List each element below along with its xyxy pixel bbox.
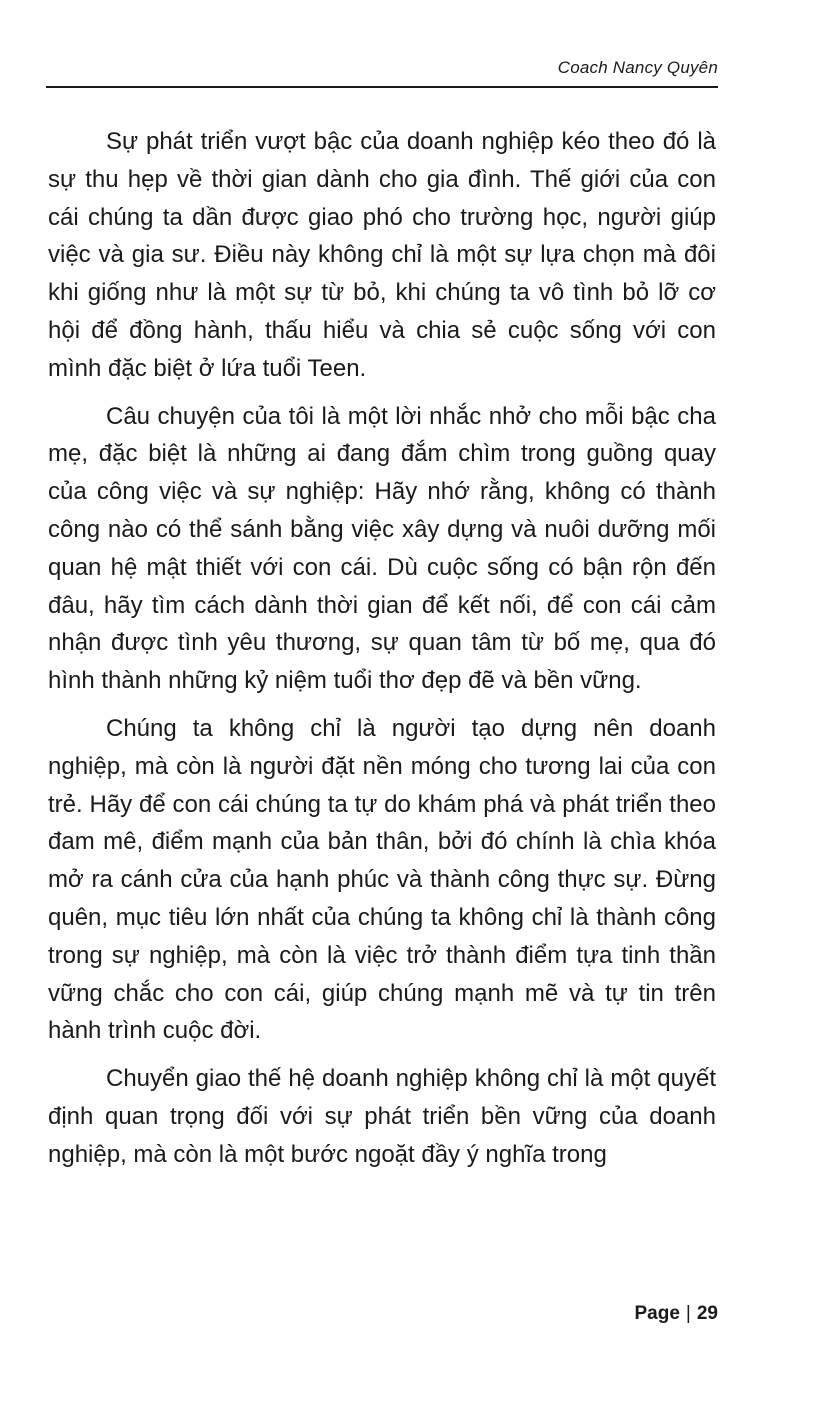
body-text	[48, 123, 716, 1184]
paragraph-2: Câu chuyện của tôi là một lời nhắc nhở cho mỗi bậc cha mẹ, đặc biệt là những ai đang đắm chìm trong guồng quay của công việc và sự nghiệp: Hãy nhớ rằng, không có thành công nào có thể sánh bằng việc xây dựng và nuôi dưỡng mối quan hệ mật thiết với con cái. Dù cuộc sống có bận rộn đến đâu, hãy tìm cách dành thời gian để kết nối, để con cái cảm nhận được tình yêu thương, sự quan tâm từ bố mẹ, qua đó hình thành những kỷ niệm tuổi thơ đẹp đẽ và bền vững.	[48, 402, 716, 695]
paragraph-4: Chuyển giao thế hệ doanh nghiệp không chỉ là một quyết định quan trọng đối với sự phát triển bền vững của doanh nghiệp, mà còn là một bước ngoặt đầy ý nghĩa trong	[48, 1065, 716, 1168]
page-label: Page	[634, 1303, 680, 1324]
paragraph-3: Chúng ta không chỉ là người tạo dựng nên doanh nghiệp, mà còn là người đặt nền móng cho tương lai của con trẻ. Hãy để con cái chúng ta tự do khám phá và phát triển theo đam mê, điểm mạnh của bản thân, bởi đó chính là chìa khóa mở ra cánh cửa của hạnh phúc và thành công thực sự. Đừng quên, mục tiêu lớn nhất của chúng ta không chỉ là thành công trong sự nghiệp, mà còn là việc trở thành điểm tựa tinh thần vững chắc cho con cái, giúp chúng mạnh mẽ và tự tin trên hành trình cuộc đời.	[48, 714, 716, 1045]
paragraph-1: Sự phát triển vượt bậc của doanh nghiệp kéo theo đó là sự thu hẹp về thời gian dành cho gia đình. Thế giới của con cái chúng ta dần được giao phó cho trường học, người giúp việc và gia sư. Điều này không chỉ là một sự lựa chọn mà đôi khi giống như là một sự từ bỏ, khi chúng ta vô tình bỏ lỡ cơ hội để đồng hành, thấu hiểu và chia sẻ cuộc sống với con mình đặc biệt ở lứa tuổi Teen.	[48, 128, 716, 382]
page-number: 29	[696, 1303, 718, 1324]
page-separator: |	[685, 1303, 691, 1324]
header-author: Coach Nancy Quyên	[557, 58, 718, 77]
page-footer	[635, 1303, 719, 1325]
header-rule	[46, 86, 718, 88]
running-header	[46, 58, 718, 90]
